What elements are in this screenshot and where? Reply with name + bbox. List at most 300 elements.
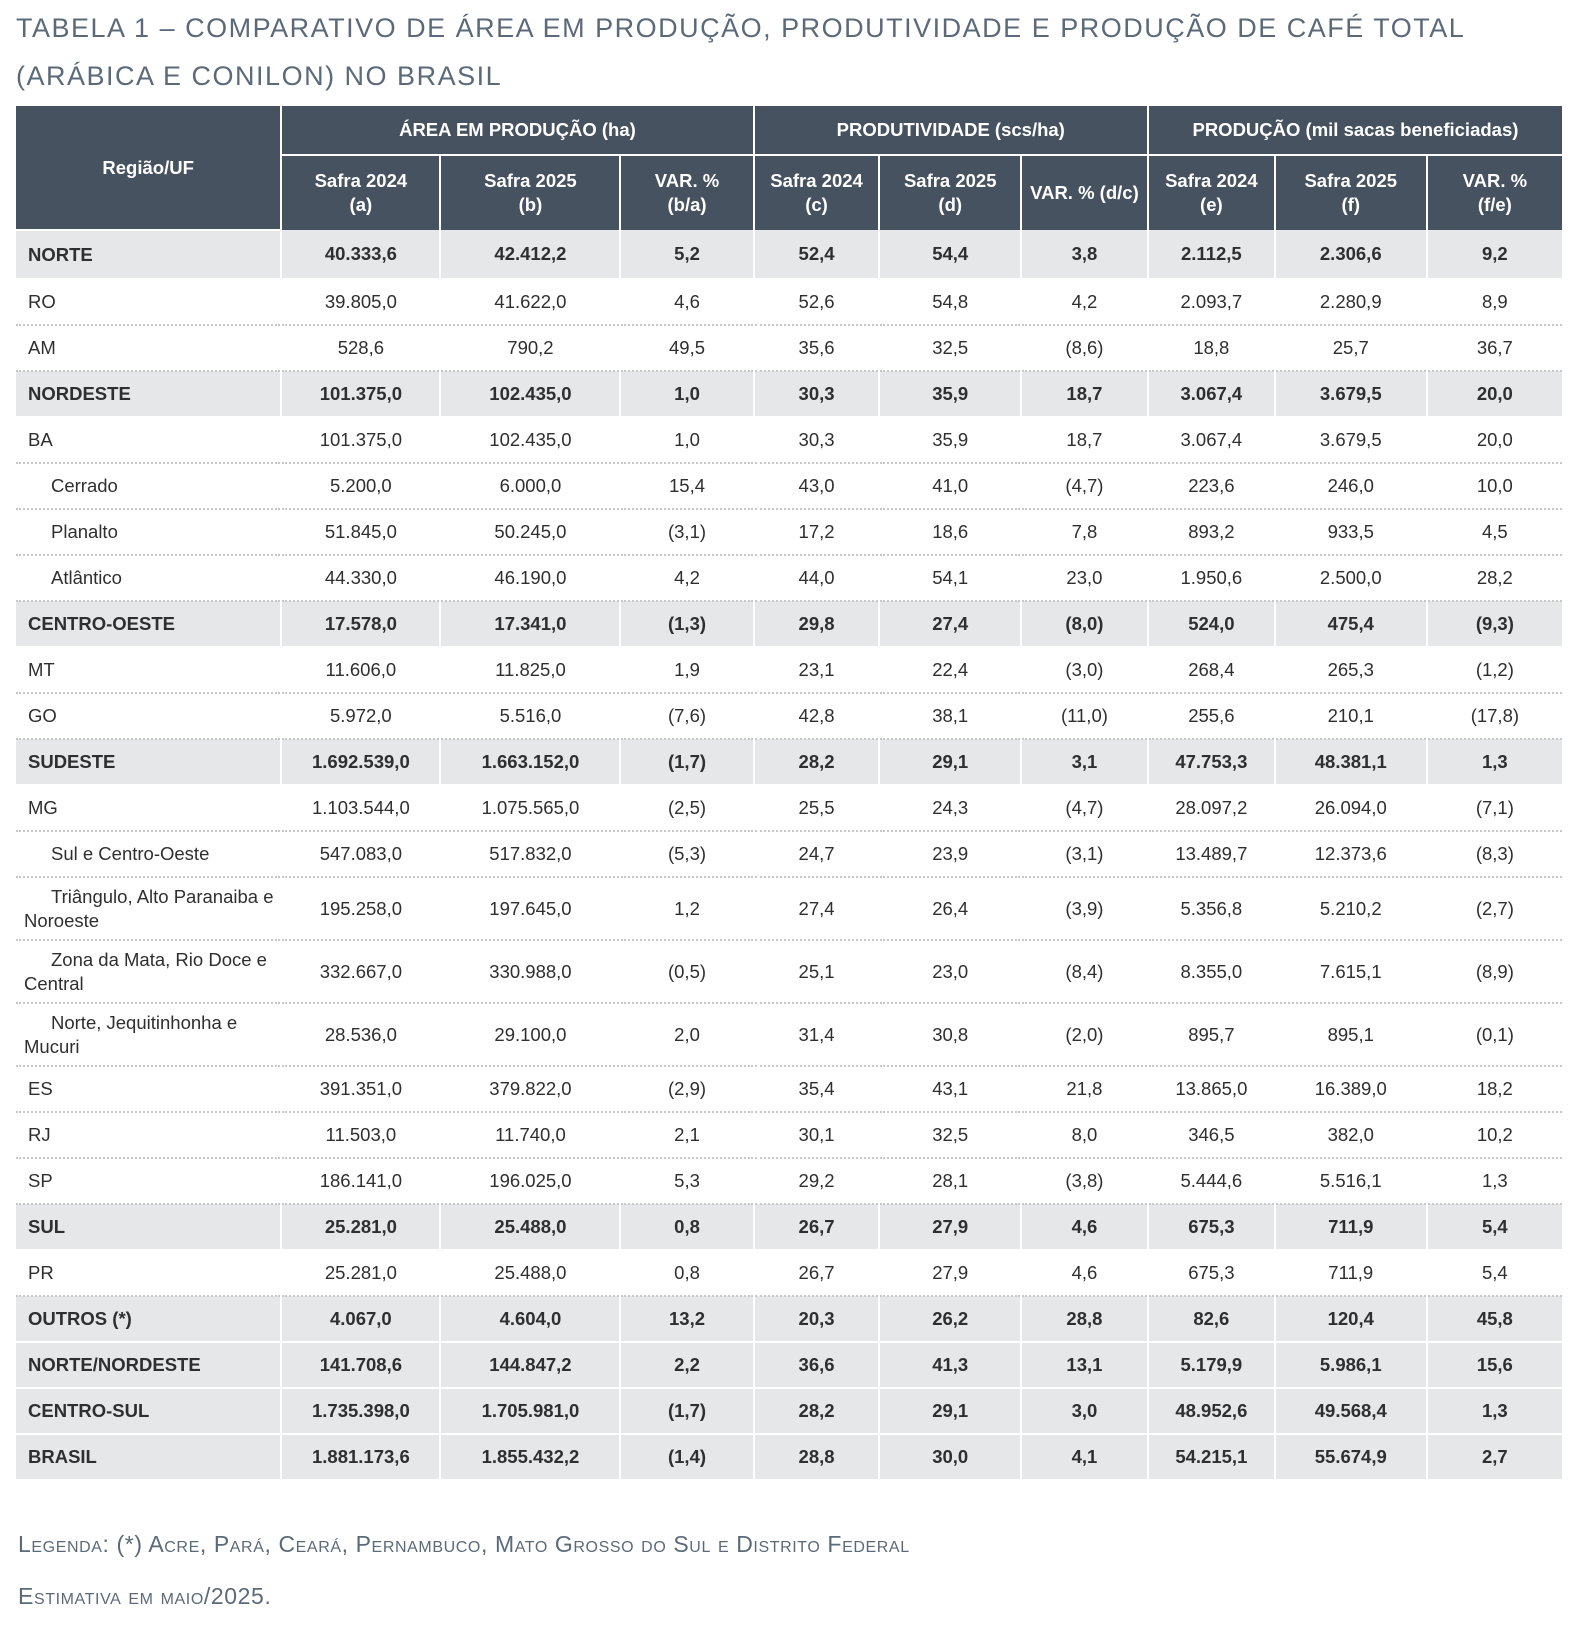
value-cell: 5.516,0 — [440, 693, 620, 739]
value-cell: 13,1 — [1021, 1342, 1148, 1388]
value-cell: 27,9 — [879, 1250, 1020, 1296]
value-cell: (8,0) — [1021, 601, 1148, 647]
column-header-line2: (f) — [1341, 194, 1360, 215]
value-cell: 49,5 — [620, 325, 753, 371]
column-header-line1: VAR. % — [654, 170, 720, 191]
column-header — [754, 155, 880, 230]
value-cell: 25.488,0 — [440, 1250, 620, 1296]
value-cell: 42.412,2 — [440, 230, 620, 279]
value-cell: 8,9 — [1427, 279, 1562, 325]
table-row — [16, 1066, 1562, 1112]
value-cell: 29,2 — [754, 1158, 880, 1204]
region-cell: GO — [16, 693, 281, 739]
value-cell: (1,7) — [620, 739, 753, 785]
value-cell: 35,9 — [879, 371, 1020, 417]
table-row — [16, 1296, 1562, 1342]
table-row — [16, 279, 1562, 325]
value-cell: 675,3 — [1148, 1204, 1275, 1250]
column-header-line2: (b) — [518, 194, 543, 215]
region-cell: Cerrado — [16, 463, 281, 509]
column-header — [1021, 155, 1148, 230]
column-header-line2: (b/a) — [667, 194, 707, 215]
column-header-line1: VAR. % — [1462, 170, 1528, 191]
value-cell: 20,0 — [1427, 417, 1562, 463]
value-cell: 528,6 — [281, 325, 440, 371]
value-cell: (2,0) — [1021, 1003, 1148, 1066]
region-cell: OUTROS (*) — [16, 1296, 281, 1342]
group-header-production: PRODUÇÃO (mil sacas beneficiadas) — [1148, 106, 1562, 155]
value-cell: 196.025,0 — [440, 1158, 620, 1204]
value-cell: 24,7 — [754, 831, 880, 877]
table-row — [16, 1003, 1562, 1066]
value-cell: (5,3) — [620, 831, 753, 877]
region-cell: NORTE — [16, 230, 281, 279]
value-cell: 5.356,8 — [1148, 877, 1275, 940]
region-cell: Norte, Jequitinhonha e Mucuri — [16, 1003, 281, 1066]
value-cell: 25.488,0 — [440, 1204, 620, 1250]
column-header-line2: (e) — [1200, 194, 1223, 215]
table-row — [16, 601, 1562, 647]
value-cell: 8.355,0 — [1148, 940, 1275, 1003]
value-cell: 30,0 — [879, 1434, 1020, 1480]
value-cell: 18,7 — [1021, 417, 1148, 463]
value-cell: 38,1 — [879, 693, 1020, 739]
value-cell: 29.100,0 — [440, 1003, 620, 1066]
value-cell: 1.663.152,0 — [440, 739, 620, 785]
value-cell: 5.516,1 — [1275, 1158, 1427, 1204]
value-cell: 35,4 — [754, 1066, 880, 1112]
value-cell: 5.200,0 — [281, 463, 440, 509]
value-cell: 0,8 — [620, 1204, 753, 1250]
value-cell: 43,0 — [754, 463, 880, 509]
column-header — [1427, 155, 1562, 230]
table-row — [16, 463, 1562, 509]
value-cell: (1,7) — [620, 1388, 753, 1434]
value-cell: 15,4 — [620, 463, 753, 509]
value-cell: 675,3 — [1148, 1250, 1275, 1296]
value-cell: 2,7 — [1427, 1434, 1562, 1480]
value-cell: 933,5 — [1275, 509, 1427, 555]
value-cell: 15,6 — [1427, 1342, 1562, 1388]
value-cell: (11,0) — [1021, 693, 1148, 739]
value-cell: 1,3 — [1427, 739, 1562, 785]
value-cell: 36,6 — [754, 1342, 880, 1388]
value-cell: 18,6 — [879, 509, 1020, 555]
value-cell: 28,2 — [754, 1388, 880, 1434]
value-cell: 29,8 — [754, 601, 880, 647]
value-cell: 35,6 — [754, 325, 880, 371]
value-cell: 547.083,0 — [281, 831, 440, 877]
value-cell: (0,1) — [1427, 1003, 1562, 1066]
value-cell: 330.988,0 — [440, 940, 620, 1003]
value-cell: (8,3) — [1427, 831, 1562, 877]
value-cell: 11.503,0 — [281, 1112, 440, 1158]
column-header — [879, 155, 1020, 230]
table-row — [16, 325, 1562, 371]
value-cell: 82,6 — [1148, 1296, 1275, 1342]
value-cell: 48.952,6 — [1148, 1388, 1275, 1434]
value-cell: 49.568,4 — [1275, 1388, 1427, 1434]
value-cell: 4,6 — [1021, 1250, 1148, 1296]
table-row — [16, 831, 1562, 877]
region-cell: CENTRO-SUL — [16, 1388, 281, 1434]
value-cell: 35,9 — [879, 417, 1020, 463]
value-cell: 13,2 — [620, 1296, 753, 1342]
value-cell: 26,4 — [879, 877, 1020, 940]
value-cell: 711,9 — [1275, 1250, 1427, 1296]
value-cell: 144.847,2 — [440, 1342, 620, 1388]
value-cell: 28,8 — [1021, 1296, 1148, 1342]
value-cell: 246,0 — [1275, 463, 1427, 509]
column-header-line2: (d) — [938, 194, 963, 215]
value-cell: (4,7) — [1021, 785, 1148, 831]
value-cell: 1,9 — [620, 647, 753, 693]
value-cell: 2,2 — [620, 1342, 753, 1388]
value-cell: 17.341,0 — [440, 601, 620, 647]
value-cell: 3.679,5 — [1275, 417, 1427, 463]
value-cell: 3.679,5 — [1275, 371, 1427, 417]
table-row — [16, 1204, 1562, 1250]
group-header-productivity: PRODUTIVIDADE (scs/ha) — [754, 106, 1148, 155]
region-cell: PR — [16, 1250, 281, 1296]
region-cell: AM — [16, 325, 281, 371]
value-cell: 11.825,0 — [440, 647, 620, 693]
value-cell: (1,4) — [620, 1434, 753, 1480]
value-cell: 5.444,6 — [1148, 1158, 1275, 1204]
value-cell: 268,4 — [1148, 647, 1275, 693]
value-cell: 32,5 — [879, 1112, 1020, 1158]
value-cell: 54,1 — [879, 555, 1020, 601]
table-row — [16, 509, 1562, 555]
value-cell: 475,4 — [1275, 601, 1427, 647]
value-cell: 23,0 — [1021, 555, 1148, 601]
value-cell: 26,7 — [754, 1250, 880, 1296]
column-header-line1: Safra 2025 — [903, 170, 997, 191]
value-cell: 23,0 — [879, 940, 1020, 1003]
value-cell: 4,5 — [1427, 509, 1562, 555]
value-cell: 28,1 — [879, 1158, 1020, 1204]
column-header — [1148, 155, 1275, 230]
column-header — [440, 155, 620, 230]
value-cell: 8,0 — [1021, 1112, 1148, 1158]
value-cell: 36,7 — [1427, 325, 1562, 371]
value-cell: 54,8 — [879, 279, 1020, 325]
value-cell: 32,5 — [879, 325, 1020, 371]
table-row — [16, 693, 1562, 739]
value-cell: 28.097,2 — [1148, 785, 1275, 831]
value-cell: (1,3) — [620, 601, 753, 647]
value-cell: 25,7 — [1275, 325, 1427, 371]
value-cell: (3,1) — [1021, 831, 1148, 877]
value-cell: 18,7 — [1021, 371, 1148, 417]
value-cell: 10,0 — [1427, 463, 1562, 509]
value-cell: 5,4 — [1427, 1250, 1562, 1296]
value-cell: 5.972,0 — [281, 693, 440, 739]
value-cell: 895,7 — [1148, 1003, 1275, 1066]
value-cell: 10,2 — [1427, 1112, 1562, 1158]
column-header-line2: (f/e) — [1477, 194, 1512, 215]
value-cell: 28,2 — [1427, 555, 1562, 601]
value-cell: 5,4 — [1427, 1204, 1562, 1250]
region-cell: Triângulo, Alto Paranaiba e Noroeste — [16, 877, 281, 940]
value-cell: 379.822,0 — [440, 1066, 620, 1112]
value-cell: 186.141,0 — [281, 1158, 440, 1204]
value-cell: 101.375,0 — [281, 417, 440, 463]
value-cell: (7,6) — [620, 693, 753, 739]
value-cell: 26,2 — [879, 1296, 1020, 1342]
value-cell: 1.692.539,0 — [281, 739, 440, 785]
value-cell: 524,0 — [1148, 601, 1275, 647]
value-cell: 41.622,0 — [440, 279, 620, 325]
value-cell: (8,4) — [1021, 940, 1148, 1003]
value-cell: 54.215,1 — [1148, 1434, 1275, 1480]
value-cell: (3,1) — [620, 509, 753, 555]
value-cell: (3,8) — [1021, 1158, 1148, 1204]
table-row — [16, 230, 1562, 279]
value-cell: 0,8 — [620, 1250, 753, 1296]
value-cell: 4.604,0 — [440, 1296, 620, 1342]
value-cell: (8,9) — [1427, 940, 1562, 1003]
region-cell: Sul e Centro-Oeste — [16, 831, 281, 877]
value-cell: 4,6 — [620, 279, 753, 325]
estimate-note: Estimativa em maio/2025. — [18, 1583, 272, 1609]
value-cell: 1.705.981,0 — [440, 1388, 620, 1434]
value-cell: 12.373,6 — [1275, 831, 1427, 877]
value-cell: 55.674,9 — [1275, 1434, 1427, 1480]
value-cell: 27,4 — [754, 877, 880, 940]
value-cell: 2.093,7 — [1148, 279, 1275, 325]
column-header-line1: Safra 2024 — [314, 170, 408, 191]
column-header-line1: Safra 2024 — [770, 170, 863, 191]
table-row — [16, 647, 1562, 693]
value-cell: (0,5) — [620, 940, 753, 1003]
value-cell: 46.190,0 — [440, 555, 620, 601]
table-title: TABELA 1 – COMPARATIVO DE ÁREA EM PRODUÇÃO, PRODUTIVIDADE E PRODUÇÃO DE CAFÉ TOTAL (ARÁBICA E CONILON) NO BRASIL — [16, 13, 1465, 91]
value-cell: 2.112,5 — [1148, 230, 1275, 279]
value-cell: 54,4 — [879, 230, 1020, 279]
value-cell: 197.645,0 — [440, 877, 620, 940]
value-cell: 31,4 — [754, 1003, 880, 1066]
value-cell: 141.708,6 — [281, 1342, 440, 1388]
value-cell: 44,0 — [754, 555, 880, 601]
value-cell: 102.435,0 — [440, 371, 620, 417]
value-cell: 2.280,9 — [1275, 279, 1427, 325]
value-cell: 711,9 — [1275, 1204, 1427, 1250]
value-cell: 1.855.432,2 — [440, 1434, 620, 1480]
value-cell: 39.805,0 — [281, 279, 440, 325]
table-row — [16, 1388, 1562, 1434]
value-cell: 101.375,0 — [281, 371, 440, 417]
value-cell: 5.179,9 — [1148, 1342, 1275, 1388]
value-cell: 4,2 — [620, 555, 753, 601]
group-header-area: ÁREA EM PRODUÇÃO (ha) — [281, 106, 753, 155]
value-cell: 4.067,0 — [281, 1296, 440, 1342]
value-cell: 18,8 — [1148, 325, 1275, 371]
region-cell: MG — [16, 785, 281, 831]
value-cell: 120,4 — [1275, 1296, 1427, 1342]
value-cell: 6.000,0 — [440, 463, 620, 509]
region-cell: RO — [16, 279, 281, 325]
value-cell: (17,8) — [1427, 693, 1562, 739]
region-cell: Zona da Mata, Rio Doce e Central — [16, 940, 281, 1003]
table-row — [16, 1434, 1562, 1480]
value-cell: (8,6) — [1021, 325, 1148, 371]
value-cell: 30,8 — [879, 1003, 1020, 1066]
value-cell: 26.094,0 — [1275, 785, 1427, 831]
value-cell: 3.067,4 — [1148, 371, 1275, 417]
column-header — [281, 155, 440, 230]
value-cell: 1.075.565,0 — [440, 785, 620, 831]
value-cell: (4,7) — [1021, 463, 1148, 509]
value-cell: 5,3 — [620, 1158, 753, 1204]
value-cell: 893,2 — [1148, 509, 1275, 555]
value-cell: 1.103.544,0 — [281, 785, 440, 831]
column-header-line1: VAR. % (d/c) — [1030, 182, 1139, 203]
value-cell: (3,9) — [1021, 877, 1148, 940]
value-cell: (9,3) — [1427, 601, 1562, 647]
value-cell: 43,1 — [879, 1066, 1020, 1112]
region-cell: SP — [16, 1158, 281, 1204]
column-header — [620, 155, 753, 230]
value-cell: 382,0 — [1275, 1112, 1427, 1158]
value-cell: (2,9) — [620, 1066, 753, 1112]
coffee-comparison-table — [16, 106, 1562, 1481]
value-cell: 25.281,0 — [281, 1204, 440, 1250]
value-cell: 18,2 — [1427, 1066, 1562, 1112]
value-cell: 1,0 — [620, 417, 753, 463]
value-cell: 24,3 — [879, 785, 1020, 831]
value-cell: 2.306,6 — [1275, 230, 1427, 279]
table-row — [16, 555, 1562, 601]
value-cell: 2,0 — [620, 1003, 753, 1066]
column-header — [1275, 155, 1427, 230]
value-cell: 1,3 — [1427, 1388, 1562, 1434]
region-cell: SUDESTE — [16, 739, 281, 785]
region-cell: MT — [16, 647, 281, 693]
value-cell: 44.330,0 — [281, 555, 440, 601]
region-column-header: Região/UF — [16, 106, 281, 230]
table-row — [16, 739, 1562, 785]
value-cell: 29,1 — [879, 1388, 1020, 1434]
value-cell: 51.845,0 — [281, 509, 440, 555]
value-cell: 346,5 — [1148, 1112, 1275, 1158]
value-cell: 4,1 — [1021, 1434, 1148, 1480]
value-cell: 20,3 — [754, 1296, 880, 1342]
value-cell: 3,0 — [1021, 1388, 1148, 1434]
value-cell: 1.881.173,6 — [281, 1434, 440, 1480]
value-cell: 26,7 — [754, 1204, 880, 1250]
value-cell: 255,6 — [1148, 693, 1275, 739]
value-cell: 195.258,0 — [281, 877, 440, 940]
value-cell: 391.351,0 — [281, 1066, 440, 1112]
value-cell: 790,2 — [440, 325, 620, 371]
column-header-line2: (a) — [349, 194, 373, 215]
value-cell: 102.435,0 — [440, 417, 620, 463]
region-cell: Atlântico — [16, 555, 281, 601]
value-cell: 1.950,6 — [1148, 555, 1275, 601]
column-header-line1: Safra 2024 — [1165, 170, 1258, 191]
value-cell: 28.536,0 — [281, 1003, 440, 1066]
value-cell: 265,3 — [1275, 647, 1427, 693]
column-header-line1: Safra 2025 — [484, 170, 577, 191]
table-row — [16, 1112, 1562, 1158]
region-cell: BA — [16, 417, 281, 463]
value-cell: 17,2 — [754, 509, 880, 555]
table-row — [16, 877, 1562, 940]
value-cell: 2.500,0 — [1275, 555, 1427, 601]
column-header-line2: (c) — [805, 194, 828, 215]
value-cell: 52,6 — [754, 279, 880, 325]
value-cell: (2,5) — [620, 785, 753, 831]
value-cell: 3,1 — [1021, 739, 1148, 785]
table-row — [16, 940, 1562, 1003]
value-cell: 3.067,4 — [1148, 417, 1275, 463]
table-row — [16, 785, 1562, 831]
value-cell: 517.832,0 — [440, 831, 620, 877]
value-cell: 9,2 — [1427, 230, 1562, 279]
value-cell: 27,4 — [879, 601, 1020, 647]
value-cell: 13.865,0 — [1148, 1066, 1275, 1112]
value-cell: 48.381,1 — [1275, 739, 1427, 785]
value-cell: 23,1 — [754, 647, 880, 693]
value-cell: 40.333,6 — [281, 230, 440, 279]
value-cell: 41,3 — [879, 1342, 1020, 1388]
value-cell: 28,8 — [754, 1434, 880, 1480]
value-cell: 223,6 — [1148, 463, 1275, 509]
table-row — [16, 1158, 1562, 1204]
value-cell: 17.578,0 — [281, 601, 440, 647]
value-cell: 50.245,0 — [440, 509, 620, 555]
value-cell: 4,2 — [1021, 279, 1148, 325]
value-cell: 27,9 — [879, 1204, 1020, 1250]
region-cell: Planalto — [16, 509, 281, 555]
value-cell: 210,1 — [1275, 693, 1427, 739]
value-cell: 30,3 — [754, 417, 880, 463]
value-cell: (7,1) — [1427, 785, 1562, 831]
value-cell: 42,8 — [754, 693, 880, 739]
region-cell: ES — [16, 1066, 281, 1112]
value-cell: 22,4 — [879, 647, 1020, 693]
value-cell: 16.389,0 — [1275, 1066, 1427, 1112]
value-cell: 5.986,1 — [1275, 1342, 1427, 1388]
value-cell: (3,0) — [1021, 647, 1148, 693]
value-cell: 332.667,0 — [281, 940, 440, 1003]
legend-note: Legenda: (*) Acre, Pará, Ceará, Pernambuco, Mato Grosso do Sul e Distrito Federal — [18, 1531, 910, 1557]
value-cell: 20,0 — [1427, 371, 1562, 417]
region-cell: RJ — [16, 1112, 281, 1158]
region-cell: SUL — [16, 1204, 281, 1250]
value-cell: 2,1 — [620, 1112, 753, 1158]
value-cell: 25,5 — [754, 785, 880, 831]
value-cell: 21,8 — [1021, 1066, 1148, 1112]
value-cell: 30,3 — [754, 371, 880, 417]
value-cell: 47.753,3 — [1148, 739, 1275, 785]
value-cell: 45,8 — [1427, 1296, 1562, 1342]
value-cell: 1,3 — [1427, 1158, 1562, 1204]
table-row — [16, 1250, 1562, 1296]
value-cell: (1,2) — [1427, 647, 1562, 693]
value-cell: 5,2 — [620, 230, 753, 279]
value-cell: 5.210,2 — [1275, 877, 1427, 940]
value-cell: 1,2 — [620, 877, 753, 940]
value-cell: 11.740,0 — [440, 1112, 620, 1158]
value-cell: 52,4 — [754, 230, 880, 279]
value-cell: 1,0 — [620, 371, 753, 417]
value-cell: 25.281,0 — [281, 1250, 440, 1296]
region-cell: CENTRO-OESTE — [16, 601, 281, 647]
table-row — [16, 417, 1562, 463]
value-cell: 895,1 — [1275, 1003, 1427, 1066]
